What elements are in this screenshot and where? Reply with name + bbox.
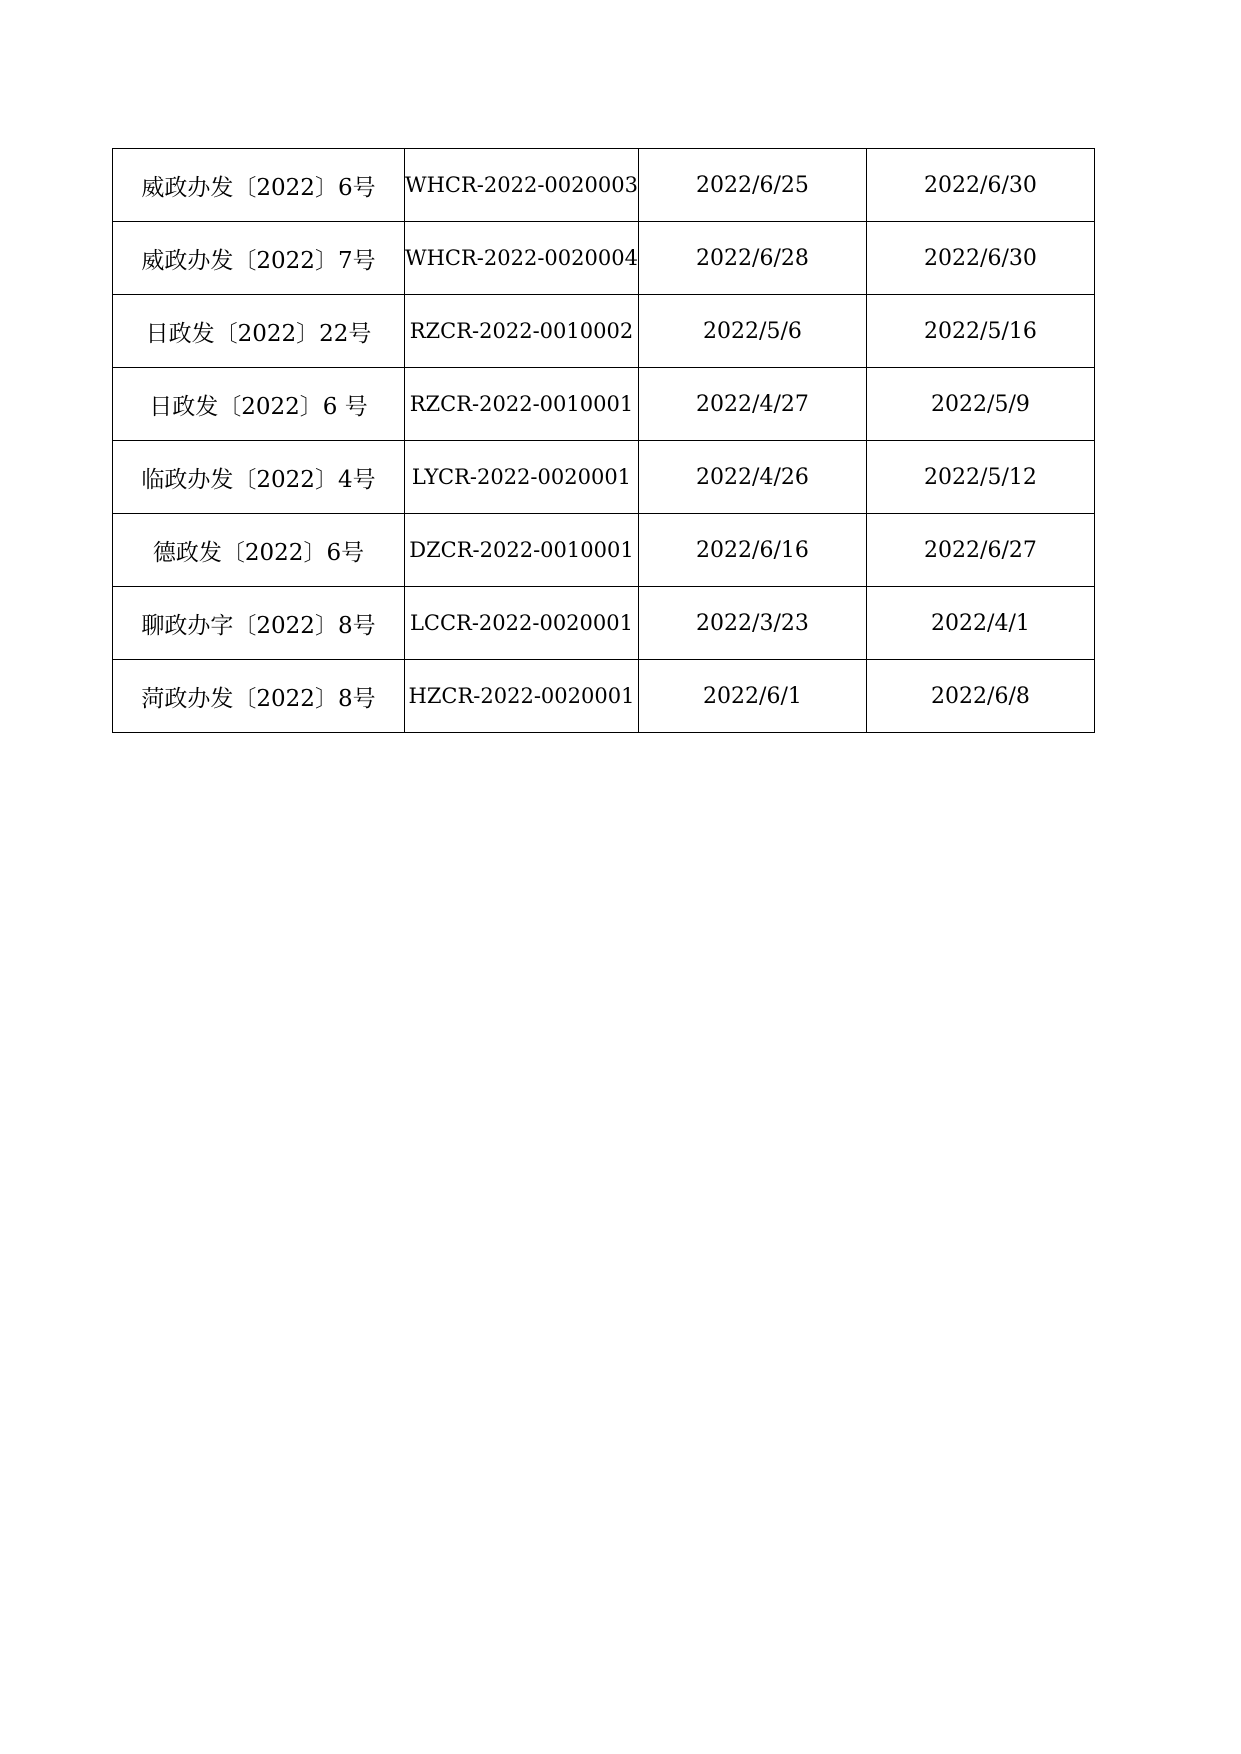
date-2-cell: 2022/5/16: [866, 295, 1094, 368]
doc-number-cell: 日政发〔2022〕6 号: [113, 368, 405, 441]
code-cell: LYCR-2022-0020001: [405, 441, 639, 514]
doc-number-cell: 菏政办发〔2022〕8号: [113, 660, 405, 733]
doc-number-cell: 临政办发〔2022〕4号: [113, 441, 405, 514]
doc-number-cell: 聊政办字〔2022〕8号: [113, 587, 405, 660]
table-row: [113, 368, 1095, 441]
table-row: [113, 149, 1095, 222]
date-2-cell: 2022/6/30: [866, 149, 1094, 222]
doc-number-cell: 德政发〔2022〕6号: [113, 514, 405, 587]
doc-number-cell: 日政发〔2022〕22号: [113, 295, 405, 368]
date-1-cell: 2022/5/6: [638, 295, 866, 368]
table-row: [113, 514, 1095, 587]
code-cell: HZCR-2022-0020001: [405, 660, 639, 733]
date-2-cell: 2022/6/30: [866, 222, 1094, 295]
table-row: [113, 295, 1095, 368]
date-1-cell: 2022/6/1: [638, 660, 866, 733]
table-row: [113, 441, 1095, 514]
date-2-cell: 2022/6/27: [866, 514, 1094, 587]
date-1-cell: 2022/6/28: [638, 222, 866, 295]
code-cell: RZCR-2022-0010002: [405, 295, 639, 368]
doc-number-cell: 威政办发〔2022〕7号: [113, 222, 405, 295]
table-row: [113, 660, 1095, 733]
code-cell: WHCR-2022-0020004: [405, 222, 639, 295]
date-2-cell: 2022/5/12: [866, 441, 1094, 514]
date-1-cell: 2022/6/25: [638, 149, 866, 222]
table-row: [113, 222, 1095, 295]
document-table: [112, 148, 1095, 733]
code-cell: DZCR-2022-0010001: [405, 514, 639, 587]
date-2-cell: 2022/5/9: [866, 368, 1094, 441]
code-cell: LCCR-2022-0020001: [405, 587, 639, 660]
table-row: [113, 587, 1095, 660]
date-1-cell: 2022/4/27: [638, 368, 866, 441]
date-2-cell: 2022/6/8: [866, 660, 1094, 733]
date-1-cell: 2022/6/16: [638, 514, 866, 587]
code-cell: RZCR-2022-0010001: [405, 368, 639, 441]
code-cell: WHCR-2022-0020003: [405, 149, 639, 222]
doc-number-cell: 威政办发〔2022〕6号: [113, 149, 405, 222]
date-2-cell: 2022/4/1: [866, 587, 1094, 660]
date-1-cell: 2022/3/23: [638, 587, 866, 660]
date-1-cell: 2022/4/26: [638, 441, 866, 514]
